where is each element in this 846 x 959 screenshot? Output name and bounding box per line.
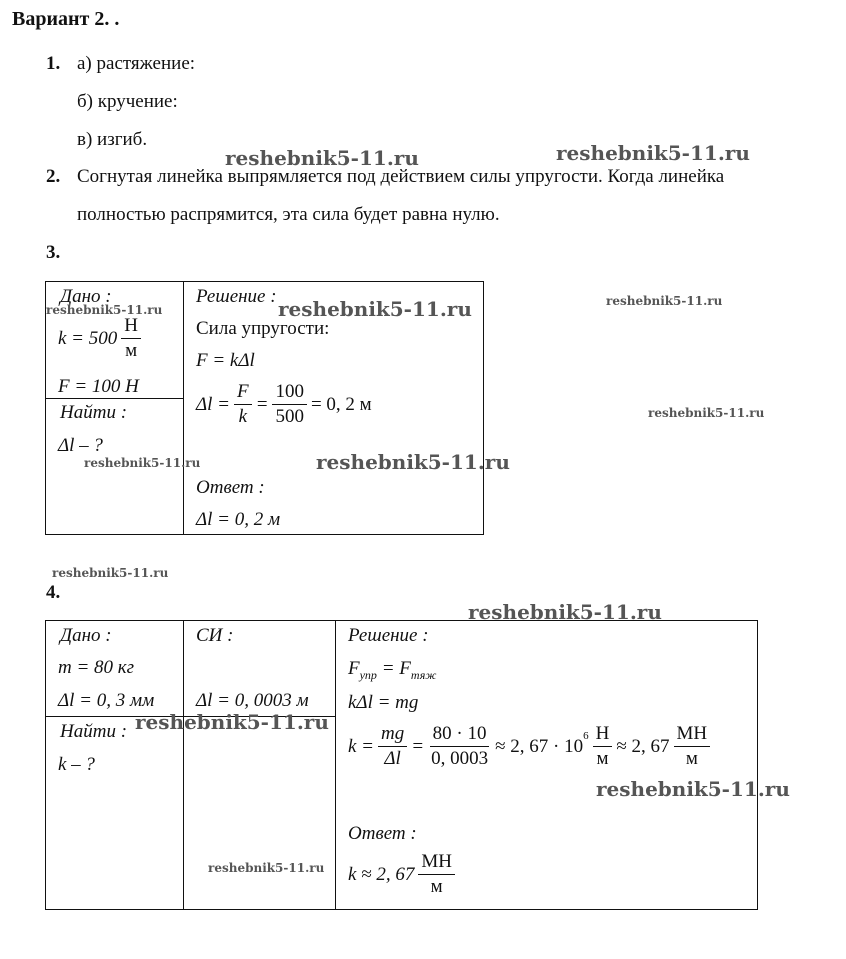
question-4-number: 4. <box>46 582 61 603</box>
k-calculation <box>348 724 714 770</box>
fraction-F-k <box>234 382 252 428</box>
unit-numerator: МН <box>674 724 711 747</box>
k-lhs: k = <box>348 735 375 757</box>
denominator: 500 <box>275 405 304 427</box>
table-divider <box>335 620 336 910</box>
find-label: Найти : <box>60 402 128 423</box>
numerator: mg <box>378 724 407 747</box>
answer-2-line2: полностью распрямится, эта сила будет равна нулю. <box>77 204 500 225</box>
force-label: Сила упругости: <box>196 318 330 339</box>
equals-F: = F <box>376 658 411 679</box>
solution-label: Решение : <box>196 286 277 307</box>
fraction-mg-dl <box>378 724 407 770</box>
approx-2: ≈ 2, 67 <box>616 735 670 757</box>
denominator: 0, 0003 <box>431 747 489 769</box>
numerator: 100 <box>272 382 307 405</box>
dl-result: = 0, 2 м <box>310 393 372 415</box>
question-3-number: 3. <box>46 242 61 263</box>
table-divider <box>45 398 184 399</box>
tyazh-subscript: тяж <box>410 667 437 682</box>
numerator: F <box>234 382 252 405</box>
force-equation <box>348 658 436 683</box>
watermark: reshebnik5-11.ru <box>208 861 325 875</box>
given-label: Дано : <box>60 286 112 307</box>
formula: F = kΔl <box>196 350 255 371</box>
dl-calculation: Δl = $\frac{F}{k}$ = $\frac{100}{500}$ = 0, 2 м <box>196 381 372 427</box>
find-label: Найти : <box>60 721 128 742</box>
watermark: reshebnik5-11.ru <box>46 303 163 317</box>
given-m: m = 80 кг <box>58 657 135 678</box>
upr-subscript: упр <box>359 667 377 682</box>
unit-numerator: Н <box>121 316 141 339</box>
table-divider <box>183 620 184 910</box>
watermark: reshebnik5-11.ru <box>52 566 169 580</box>
si-dl: Δl = 0, 0003 м <box>196 690 309 711</box>
answer-1a: а) растяжение: <box>77 53 196 74</box>
unit-numerator: Н <box>593 724 613 747</box>
unit-denominator: м <box>685 747 698 769</box>
si-label: СИ : <box>196 625 234 646</box>
given-label: Дано : <box>60 625 112 646</box>
watermark: reshebnik5-11.ru <box>135 710 329 734</box>
watermark: reshebnik5-11.ru <box>606 294 723 308</box>
find-value: k – ? <box>58 754 95 775</box>
watermark: reshebnik5-11.ru <box>596 777 790 801</box>
answer-label: Ответ : <box>348 823 417 844</box>
given-k <box>58 316 145 362</box>
watermark: reshebnik5-11.ru <box>556 141 750 165</box>
approx-1: ≈ 2, 67 · 10 <box>495 735 584 757</box>
given-dl: Δl = 0, 3 мм <box>58 690 155 711</box>
find-value: Δl – ? <box>58 435 103 456</box>
exponent: 6 <box>583 730 589 742</box>
answer-1c: в) изгиб. <box>77 129 148 150</box>
dl-lhs: Δl = <box>196 393 231 415</box>
solution-label: Решение : <box>348 625 429 646</box>
watermark: reshebnik5-11.ru <box>278 297 472 321</box>
answer-1b: б) кручение: <box>77 91 178 112</box>
watermark: reshebnik5-11.ru <box>648 406 765 420</box>
unit-fraction <box>121 316 141 362</box>
answer-value: Δl = 0, 2 м <box>196 509 281 530</box>
numerator: 80 · 10 <box>430 724 490 747</box>
unit-numerator: МН <box>418 852 455 875</box>
F-symbol: F <box>348 658 360 679</box>
unit-fraction-MN <box>674 724 711 770</box>
question-2-number: 2. <box>46 166 61 187</box>
answer-label: Ответ : <box>196 477 265 498</box>
denominator: Δl <box>384 747 401 769</box>
kdl-equation: kΔl = mg <box>348 692 419 713</box>
answer-value <box>348 852 459 898</box>
unit-fraction-MN <box>418 852 455 898</box>
watermark: reshebnik5-11.ru <box>84 456 201 470</box>
answer-k: k ≈ 2, 67 <box>348 863 415 885</box>
unit-denominator: м <box>596 747 609 769</box>
fraction-values <box>428 724 491 770</box>
watermark: reshebnik5-11.ru <box>225 146 419 170</box>
unit-denominator: м <box>430 875 443 897</box>
equals: = <box>411 735 425 757</box>
watermark: reshebnik5-11.ru <box>468 600 662 624</box>
fraction-values <box>272 382 307 428</box>
question-1-number: 1. <box>46 53 61 74</box>
given-k-value: k = 500 <box>58 327 118 349</box>
answer-2-line1: Согнутая линейка выпрямляется под действием силы упругости. Когда линейка <box>77 166 725 187</box>
page-title: Вариант 2. . <box>12 8 120 30</box>
table-divider <box>183 281 184 535</box>
given-F: F = 100 Н <box>58 376 139 397</box>
watermark: reshebnik5-11.ru <box>316 450 510 474</box>
unit-fraction <box>593 724 613 770</box>
unit-denominator: м <box>125 339 138 361</box>
denominator: k <box>238 405 248 427</box>
